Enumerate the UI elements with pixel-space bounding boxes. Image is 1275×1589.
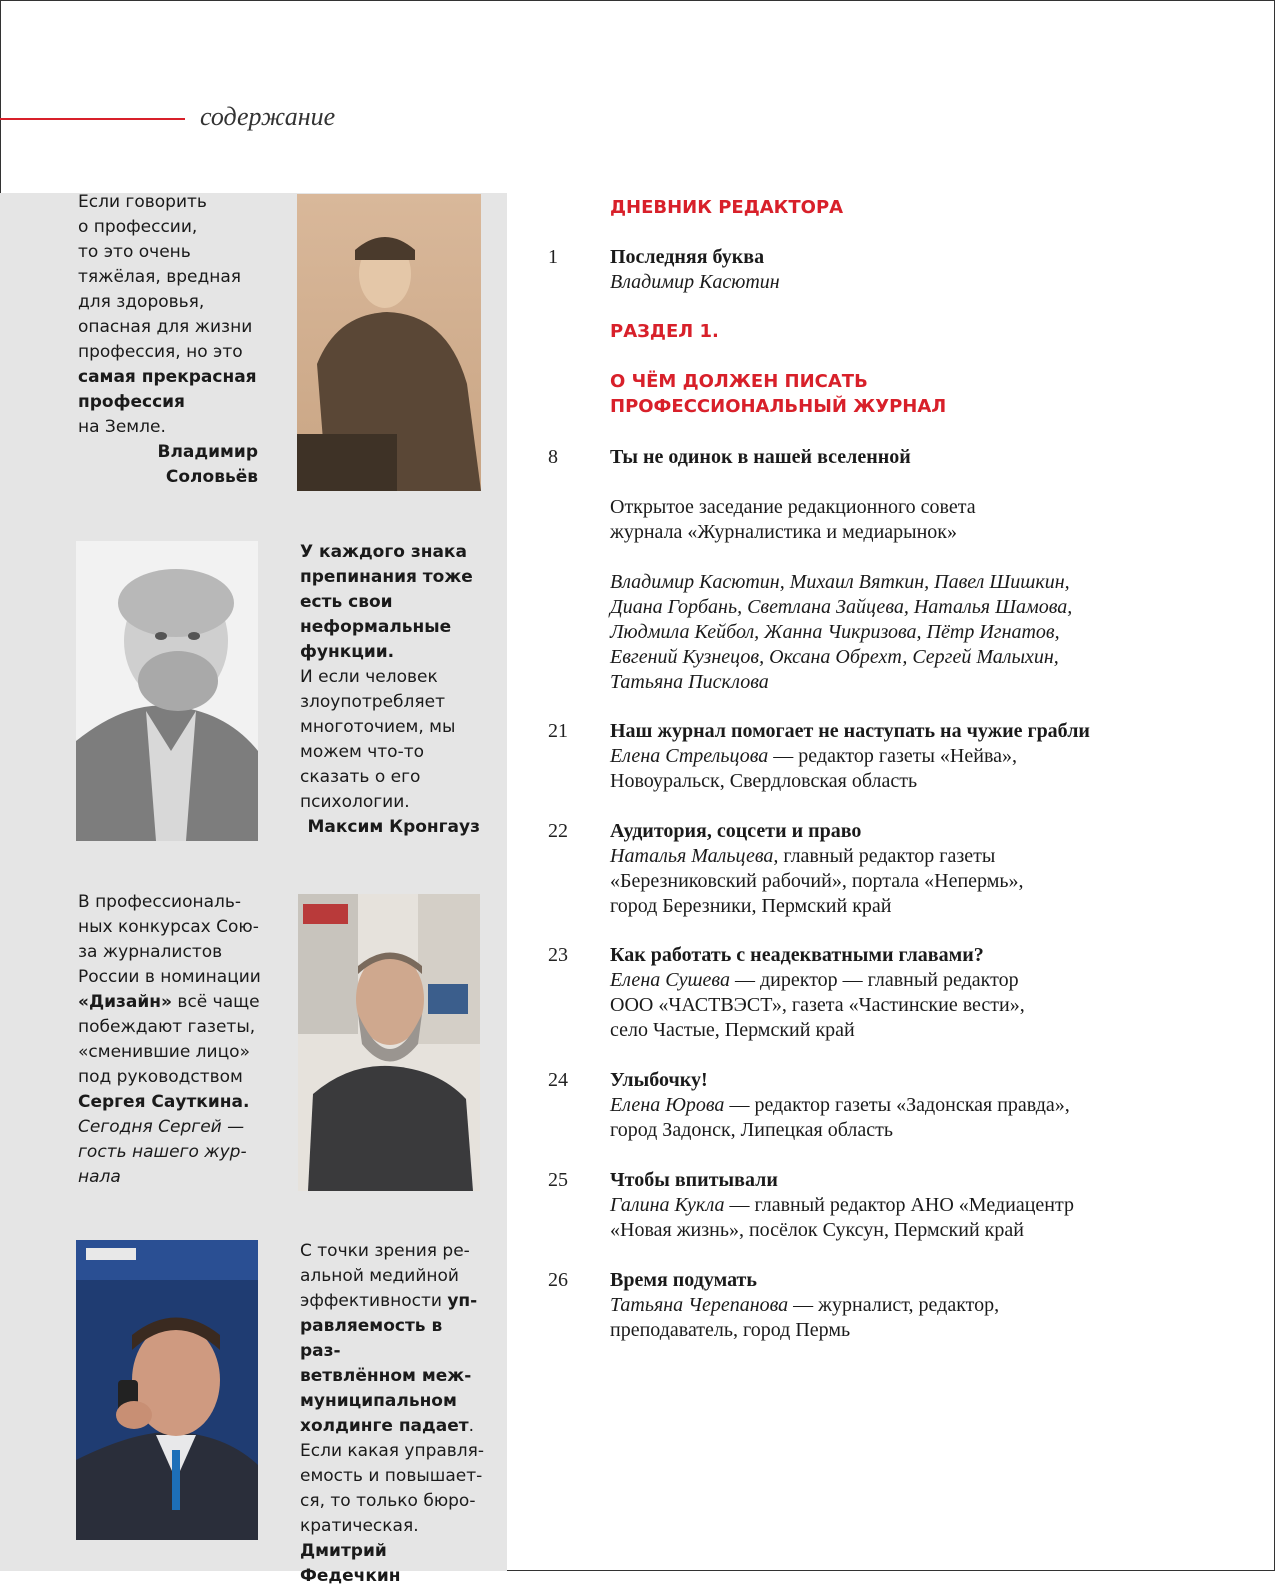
quote-line: побеждают газеты, [78,1017,256,1037]
quote-line: ных конкурсах Сою- [78,917,259,937]
quote-highlight: холдинге падает [300,1416,469,1436]
toc-page-number: 23 [548,944,568,966]
quote-line: емость и повышает- [300,1466,483,1486]
toc-entry-author-line [610,1293,1250,1318]
toc-entry-title[interactable]: Чтобы впитывали [610,1169,778,1191]
quote-highlight: есть свои [300,592,393,612]
page-section-label: содержание [200,102,336,131]
toc-entry-place: Новоуральск, Свердловская область [610,770,918,792]
toc-entry-author-line [610,844,1250,869]
toc-entry-place: село Частые, Пермский край [610,1019,855,1041]
quote-line: психологии. [300,792,410,812]
quote-krongauz [300,540,480,840]
quote-highlight: У каждого знака [300,542,467,562]
quote-line: профессия, но это [78,342,243,362]
quote-line: Если какая управля- [300,1441,485,1461]
toc-entry-author-line [610,968,1250,993]
quote-text: эффективности [300,1291,448,1311]
quote-author: Соловьёв [165,467,258,487]
toc-entry-title[interactable]: Последняя буква [610,246,765,268]
quote-line: злоупотребляет [300,692,445,712]
toc-page-number: 1 [548,246,558,268]
quote-text: . [468,1416,475,1436]
toc-entry-title[interactable]: Наш журнал помогает не наступать на чужие грабли [610,720,1090,742]
toc-entry-title[interactable]: Ты не одинок в нашей вселенной [610,446,911,468]
quote-line: Если говорить [78,192,207,212]
header-rule [0,118,185,120]
quote-line [300,1289,485,1314]
toc-page-number: 24 [548,1069,568,1091]
quote-fedechkin [300,1239,485,1589]
quote-author: Дмитрий Федечкин [300,1541,401,1586]
toc-page-number: 21 [548,720,568,742]
quote-line: можем что-то [300,742,425,762]
toc-entry-author: Владимир Касютин [610,271,780,293]
quote-author: Максим Кронгауз [307,817,480,837]
quote-line: «сменившие лицо» [78,1042,250,1062]
quote-line: ся, то только бюро- [300,1491,476,1511]
photo-sergey-sautkin [298,894,480,1191]
toc-entry-role: — редактор газеты «Задонская правда», [724,1094,1070,1116]
toc-entry-role: — директор — главный редактор [729,969,1019,991]
toc-entry-author: Елена Стрельцова [610,745,769,767]
quote-line: тяжёлая, вредная [78,267,242,287]
toc-entry-place: преподаватель, город Пермь [610,1319,851,1341]
toc-participants-line: Владимир Касютин, Михаил Вяткин, Павел Шишкин, [610,571,1070,593]
photo-dmitry-fedechkin [76,1240,258,1540]
toc-entry-author: Елена Сушева [610,969,730,991]
section-heading-title: О ЧЁМ ДОЛЖЕН ПИСАТЬ [610,371,868,392]
quote-highlight: профессия [78,392,185,412]
quote-line: на Земле. [78,417,166,437]
toc-entry-author-line [610,744,1250,769]
quote-line: Сегодня Сергей — [78,1117,245,1137]
quote-line: за журналистов [78,942,223,962]
quote-highlight: уп- [447,1291,478,1311]
quote-line [78,990,263,1015]
toc-entry-author: Галина Кукла [610,1194,725,1216]
quote-highlight: муниципальном [300,1391,457,1411]
quote-line: то это очень [78,242,191,262]
quote-line: В профессиональ- [78,892,242,912]
toc-entry-author-line [610,1193,1250,1218]
quote-text: всё чаще [172,992,260,1012]
quote-highlight: Сергея Сауткина. [78,1092,250,1112]
toc-entry-role: — редактор газеты «Нейва», [768,745,1018,767]
quote-highlight: «Дизайн» [78,992,173,1012]
toc-page-number: 26 [548,1269,568,1291]
section-heading-label: РАЗДЕЛ 1. [610,321,719,342]
quote-highlight: равляемость в раз- [300,1316,443,1361]
quote-line: России в номинации [78,967,261,987]
quote-line: гость нашего жур- [78,1142,247,1162]
toc-entry-title[interactable]: Аудитория, соцсети и право [610,820,862,842]
quote-line: С точки зрения ре- [300,1241,470,1261]
quote-line: сказать о его [300,767,421,787]
toc-entry-author: Елена Юрова [610,1094,725,1116]
quote-sautkin [78,890,263,1190]
quote-line: опасная для жизни [78,317,253,337]
quote-author: Владимир [157,442,258,462]
toc-entry-role: — журналист, редактор, [788,1294,1000,1316]
quote-solovyov [78,190,258,490]
toc-entry-role: — главный редактор АНО «Медиацентр [724,1194,1074,1216]
toc-entry-desc-line: журнала «Журналистика и медиарынок» [610,521,958,543]
quote-line: альной медийной [300,1266,459,1286]
photo-maksim-krongauz [76,541,258,841]
toc-page-number: 8 [548,446,558,468]
toc-participants-line: Диана Горбань, Светлана Зайцева, Наталья Шамова, [610,596,1073,618]
quote-line: кратическая. [300,1516,419,1536]
toc-entry-place: город Задонск, Липецкая область [610,1119,893,1141]
toc-page-number: 22 [548,820,568,842]
toc-entry-place: ООО «ЧАСТВЭСТ», газета «Частинские вести», [610,994,1025,1016]
toc-entry-author-line [610,1093,1250,1118]
toc-entry-place: «Березниковский рабочий», портала «Непермь», [610,870,1024,892]
quote-line: под руководством [78,1067,243,1087]
toc-entry-author: Татьяна Черепанова [610,1294,789,1316]
toc-entry-place: город Березники, Пермский край [610,895,892,917]
section-heading-title: ПРОФЕССИОНАЛЬНЫЙ ЖУРНАЛ [610,396,947,417]
toc-entry-title[interactable]: Улыбочку! [610,1069,708,1091]
quote-highlight: препинания тоже [300,567,473,587]
toc-page-number: 25 [548,1169,568,1191]
toc-entry-title[interactable]: Как работать с неадекватными главами? [610,944,984,966]
quote-line [300,1414,485,1439]
quote-line: нала [78,1167,121,1187]
quote-line: многоточием, мы [300,717,456,737]
toc-participants-line: Евгений Кузнецов, Оксана Обрехт, Сергей Малыхин, [610,646,1059,668]
quote-highlight: функции. [300,642,395,662]
quote-line: И если человек [300,667,438,687]
toc-participants-line: Татьяна Писклова [610,671,769,693]
toc-entry-author: Наталья Мальцева, [610,845,779,867]
quote-highlight: самая прекрасная [78,367,257,387]
toc-entry-role: главный редактор газеты [778,845,996,867]
toc-entry-place: «Новая жизнь», посёлок Суксун, Пермский край [610,1219,1024,1241]
quote-line: для здоровья, [78,292,205,312]
quote-highlight: неформальные [300,617,452,637]
toc-entry-desc-line: Открытое заседание редакционного совета [610,496,976,518]
section-heading-diary: ДНЕВНИК РЕДАКТОРА [610,197,844,218]
toc-participants-line: Людмила Кейбол, Жанна Чикризова, Пётр Игнатов, [610,621,1060,643]
quote-line: о профессии, [78,217,198,237]
quote-highlight: ветвлённом меж- [300,1366,472,1386]
toc-entry-title[interactable]: Время подумать [610,1269,757,1291]
photo-vladimir-solovyov [297,194,481,491]
